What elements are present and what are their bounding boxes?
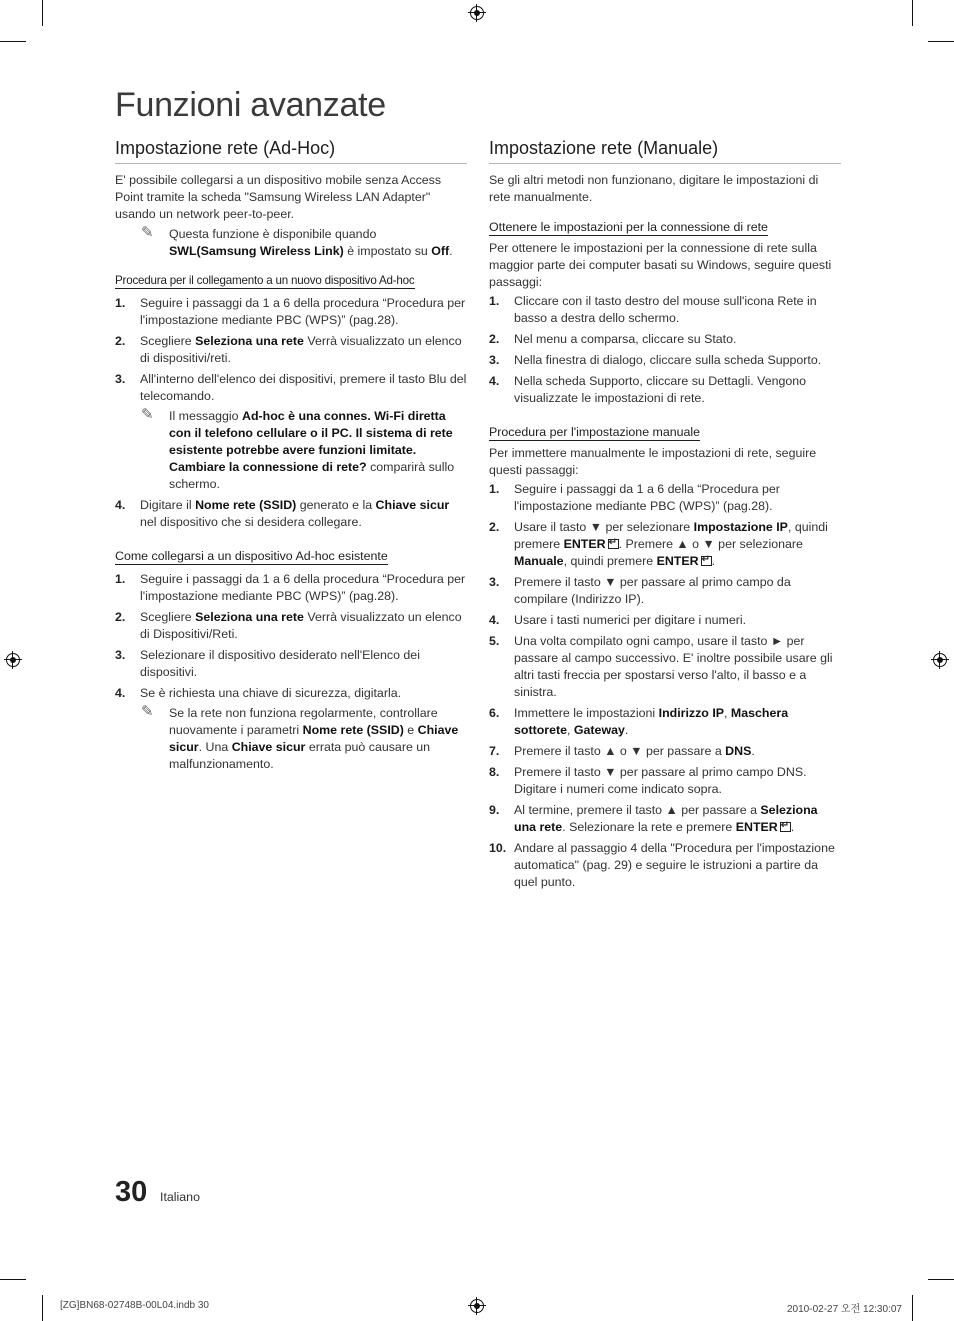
registration-mark-icon [6, 653, 20, 667]
registration-mark-icon [470, 1299, 484, 1313]
manual-intro: Se gli altri metodi non funzionano, digitare le impostazioni di rete manualmente. [489, 173, 819, 204]
manual-procedure-steps [489, 481, 841, 891]
manual-procedure-intro: Per immettere manualmente le impostazioni di rete, seguire questi passaggi: [489, 446, 817, 477]
enter-key-icon [780, 822, 791, 832]
pencil-note-icon: ✎ [141, 703, 154, 720]
registration-mark-icon [470, 6, 484, 20]
registration-mark-icon [933, 653, 947, 667]
crop-mark [928, 1279, 954, 1280]
note-swl: ✎ Questa funzione è disponibile quando SWL(Samsung Wireless Link) è impostato su Off. [141, 224, 453, 258]
left-column [115, 138, 467, 777]
adhoc-intro: E' possibile collegarsi a un dispositivo mobile senza Access Point tramite la scheda "Samsung Wireless LAN Adapter" usando un network peer-to-peer. [115, 173, 442, 221]
section-title-adhoc: Impostazione rete (Ad-Hoc) [115, 138, 467, 164]
note-adhoc-message: ✎ Il messaggio Ad-hoc è una connes. Wi-Fi diretta con il telefono cellulare o il PC. Il sistema di rete esistente potrebbe avere funzioni limitate. Cambiare la connessione di rete? comparirà sullo schermo. [141, 406, 455, 491]
list-item: 9. Al termine, premere il tasto ▲ per passare a Seleziona una rete. Selezionare la rete e premere ENTER↵ . [489, 802, 841, 836]
list-item: 6. Immettere le impostazioni Indirizzo IP, Maschera sottorete, Gateway. [489, 706, 789, 737]
pencil-note-icon: ✎ [141, 406, 154, 423]
list-item: 2. Usare il tasto ▼ per selezionare Impostazione IP, quindi premere ENTER↵ . Premere ▲ o ▼ per selezionare Manuale, quindi premere ENTER↵ . [489, 519, 841, 570]
print-date-info: 2010-02-27 오전 12:30:07 [787, 1304, 902, 1315]
crop-mark [42, 0, 43, 26]
subheading-existing-adhoc: Come collegarsi a un dispositivo Ad-hoc esistente [115, 549, 388, 563]
list-item: 3. All'interno dell'elenco dei dispositivi, premere il tasto Blu del telecomando. ✎ Il messaggio Ad-hoc è una connes. Wi-Fi diretta con il telefono cellulare o il PC. Il sistema di rete esistente potrebbe avere funzioni limitate. Cambiare la connessione di rete? comparirà sullo schermo. [115, 372, 467, 491]
crop-mark [0, 1279, 26, 1280]
existing-adhoc-steps [115, 571, 467, 773]
list-item: 3. Premere il tasto ▼ per passare al primo campo da compilare (Indirizzo IP). [489, 575, 791, 606]
pencil-note-icon: ✎ [141, 224, 154, 241]
list-item: 2. Nel menu a comparsa, cliccare su Stato. [489, 332, 737, 346]
page-language: Italiano [160, 1190, 200, 1204]
list-item: 2. Scegliere Seleziona una rete Verrà visualizzato un elenco di dispositivi/reti. [115, 334, 462, 365]
note-security-key: ✎ Se la rete non funziona regolarmente, controllare nuovamente i parametri Nome rete (SSID) e Chiave sicur. Una Chiave sicur errata può causare un malfunzionamento. [141, 703, 459, 771]
list-item: 1. Seguire i passaggi da 1 a 6 della procedura “Procedura per l'impostazione mediante PBC (WPS)” (pag.28). [115, 296, 466, 327]
list-item: 5. Una volta compilato ogni campo, usare il tasto ► per passare al campo successivo. E' inoltre possibile usare gli altri tasti freccia per spostarsi verso l'alto, il basso e a sinistra. [489, 634, 833, 699]
get-settings-intro: Per ottenere le impostazioni per la connessione di rete sulla maggior parte dei computer basati su Windows, seguire questi passaggi: [489, 241, 832, 289]
subheading-new-adhoc: Procedura per il collegamento a un nuovo dispositivo Ad-hoc [115, 274, 415, 287]
enter-key-icon [701, 556, 712, 566]
page-number: 30 [115, 1176, 148, 1208]
list-item: 4. Digitare il Nome rete (SSID) generato e la Chiave sicur nel dispositivo che si desidera collegare. [115, 498, 450, 529]
subheading-get-settings: Ottenere le impostazioni per la connessione di rete [489, 220, 768, 234]
list-item: 1. Seguire i passaggi da 1 a 6 della “Procedura per l'impostazione mediante PBC (WPS)” (pag.28). [489, 482, 780, 513]
crop-mark [0, 41, 26, 42]
list-item: 1. Seguire i passaggi da 1 a 6 della procedura “Procedura per l'impostazione mediante PBC (WPS)” (pag.28). [115, 572, 466, 603]
list-item: 2. Scegliere Seleziona una rete Verrà visualizzato un elenco di Dispositivi/Reti. [115, 610, 462, 641]
get-settings-steps [489, 293, 841, 407]
page-title: Funzioni avanzate [115, 86, 386, 124]
crop-mark [912, 1295, 913, 1321]
list-item: 1. Cliccare con il tasto destro del mouse sull'icona Rete in basso a destra dello schermo. [489, 294, 817, 325]
enter-key-icon [608, 539, 619, 549]
print-file-info: [ZG]BN68-02748B-00L04.indb 30 [60, 1300, 209, 1311]
crop-mark [42, 1295, 43, 1321]
crop-mark [912, 0, 913, 26]
list-item: 8. Premere il tasto ▼ per passare al primo campo DNS. Digitare i numeri come indicato sopra. [489, 765, 807, 796]
list-item: 3. Selezionare il dispositivo desiderato nell'Elenco dei dispositivi. [115, 648, 420, 679]
list-item: 4. Usare i tasti numerici per digitare i numeri. [489, 613, 747, 627]
subheading-manual-procedure: Procedura per l'impostazione manuale [489, 425, 701, 439]
list-item: 4. Se è richiesta una chiave di sicurezza, digitarla. ✎ Se la rete non funziona regolarmente, controllare nuovamente i parametri Nome rete (SSID) e Chiave sicur. Una Chiave sicur errata può causare un malfunzionamento. [115, 685, 467, 773]
list-item: 4. Nella scheda Supporto, cliccare su Dettagli. Vengono visualizzate le impostazioni di rete. [489, 374, 807, 405]
section-title-manual: Impostazione rete (Manuale) [489, 138, 841, 164]
crop-mark [928, 41, 954, 42]
list-item: 3. Nella finestra di dialogo, cliccare sulla scheda Supporto. [489, 353, 822, 367]
list-item: 7. Premere il tasto ▲ o ▼ per passare a DNS. [489, 744, 755, 758]
new-adhoc-steps [115, 295, 467, 531]
right-column [489, 138, 841, 895]
list-item: 10. Andare al passaggio 4 della "Procedura per l'impostazione automatica" (pag. 29) e seguire le istruzioni a partire da quel punto. [489, 841, 835, 889]
